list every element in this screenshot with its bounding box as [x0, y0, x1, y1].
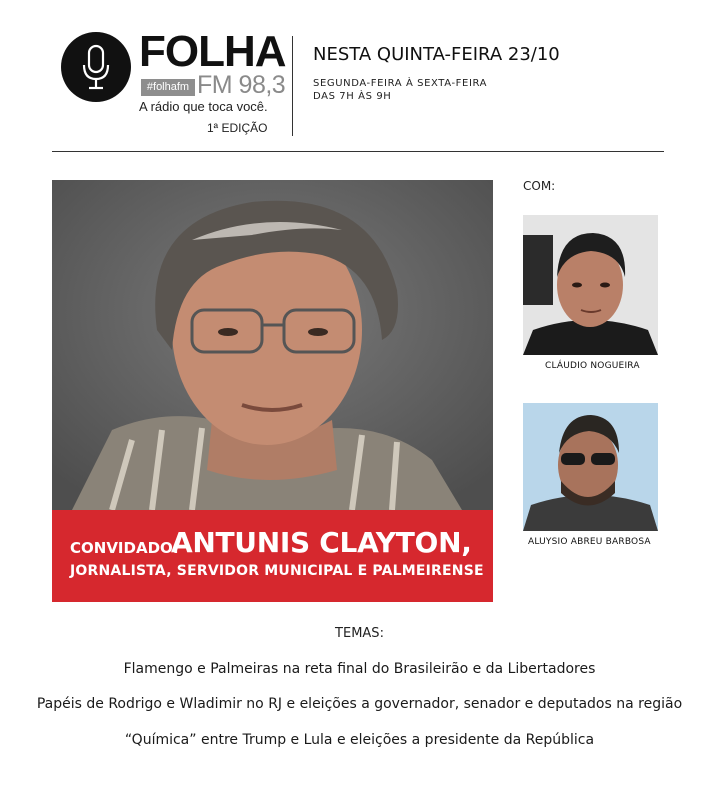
schedule — [313, 77, 487, 103]
host-name-aluysio: ALUYSIO ABREU BARBOSA — [528, 537, 651, 547]
microphone-icon — [61, 32, 131, 102]
guest-label: CONVIDADO: — [70, 539, 179, 557]
frequency: FM 98,3 — [197, 71, 286, 99]
topic-item: Papéis de Rodrigo e Wladimir no RJ e eleições a governador, senador e deputados na região — [36, 696, 683, 712]
host-photo-aluysio — [523, 403, 658, 531]
hashtag-badge: #folhafm — [141, 79, 195, 96]
host-name-claudio: CLÁUDIO NOGUEIRA — [545, 361, 640, 371]
slogan: A rádio que toca você. — [139, 99, 268, 114]
guest-photo — [52, 180, 493, 510]
topic-item: Flamengo e Palmeiras na reta final do Brasileirão e da Libertadores — [123, 661, 596, 677]
topic-item: “Química” entre Trump e Lula e eleições a presidente da República — [124, 732, 595, 748]
schedule-hours: DAS 7H ÀS 9H — [313, 91, 392, 102]
brand-name: FOLHA — [139, 27, 286, 76]
date-title: NESTA QUINTA-FEIRA 23/10 — [313, 44, 560, 65]
schedule-days: SEGUNDA-FEIRA À SEXTA-FEIRA — [313, 78, 488, 89]
hosts-label: COM: — [523, 179, 556, 193]
header-divider — [292, 36, 293, 136]
topics-label: TEMAS: — [335, 626, 384, 641]
host-photo-claudio — [523, 215, 658, 355]
guest-name: ANTUNIS CLAYTON, — [171, 526, 472, 559]
header-rule — [52, 151, 664, 152]
guest-description: JORNALISTA, SERVIDOR MUNICIPAL E PALMEIRENSE — [70, 563, 484, 579]
radio-logo — [61, 32, 131, 102]
edition-label: 1ª EDIÇÃO — [207, 121, 268, 135]
